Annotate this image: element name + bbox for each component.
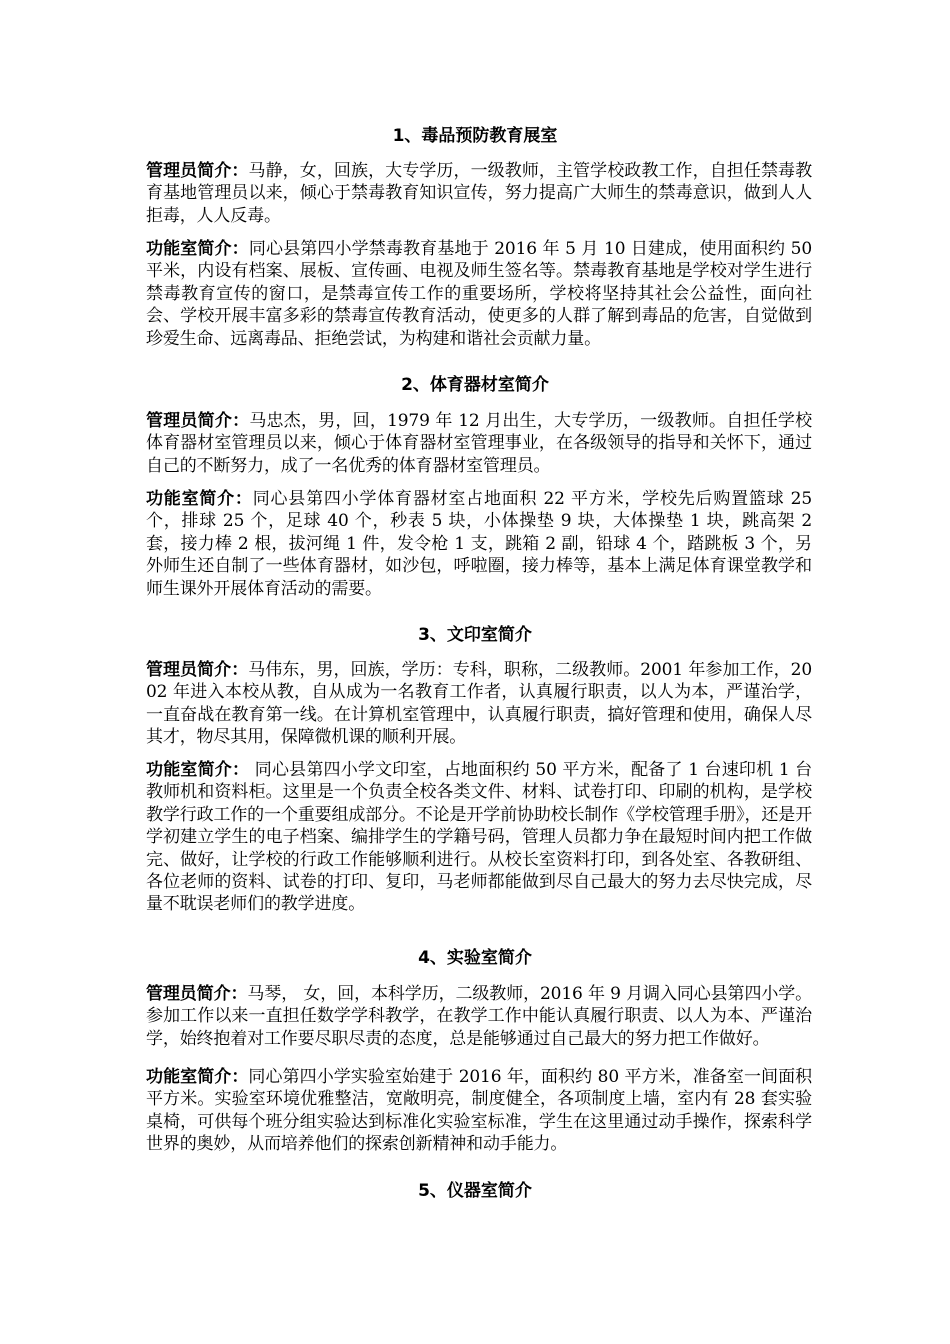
section-3-room-intro [146,759,812,916]
room-text: 同心县第四小学体育器材室占地面积 22 平方米，学校先后购置篮球 25 个，排球 25 个，足球 40 个，秒表 5 块，小体操垫 9 块，大体操垫 1 块，跳高架 2 套，接力棒 2 根，拔河绳 1 件，发令枪 1 支，跳箱 2 副，铅球 4 个，踏跳板 3 个，另外师生还自制了一些体育器材，如沙包，呼啦圈，接力棒等，基本上满足体育课堂教学和师生课外开展体育活动的需要。 [146,489,812,599]
section-3-title: 3、文印室简介 [418,625,532,645]
room-label: 功能室简介： [146,239,249,259]
manager-label: 管理员简介： [146,984,248,1004]
room-text: 同心县第四小学禁毒教育基地于 2016 年 5 月 10 日建成，使用面积约 50 平米，内设有档案、展板、宣传画、电视及师生签名等。禁毒教育基地是学校对学生进行禁毒教育宣传的窗口，是禁毒宣传工作的重要场所，学校将坚持其社会公益性，面向社会、学校开展丰富多彩的禁毒宣传教育活动，使更多的人群了解到毒品的危害，自觉做到珍爱生命、远离毒品、拒绝尝试，为构建和谐社会贡献力量。 [146,239,812,349]
room-label: 功能室简介： [146,489,253,509]
section-2-title: 2、体育器材室简介 [401,375,549,395]
section-2-manager-intro [146,410,812,477]
manager-text: 马忠杰，男，回，1979 年 12 月出生，大专学历，一级教师。自担任学校体育器材室管理员以来，倾心于体育器材室管理事业，在各级领导的指导和关怀下，通过自己的不断努力，成了一名优秀的体育器材室管理员。 [146,411,812,476]
section-4-title: 4、实验室简介 [418,948,532,968]
section-2-room-intro [146,488,812,600]
room-label: 功能室简介： [146,760,250,780]
section-4-room-intro [146,1066,846,1156]
manager-label: 管理员简介： [146,161,249,181]
manager-label: 管理员简介： [146,411,250,431]
section-4-manager-intro [146,983,812,1050]
room-label: 功能室简介： [146,1067,249,1087]
section-3-manager-intro [146,659,812,749]
section-1-title: 1、毒品预防教育展室 [392,126,558,146]
manager-text: 马静，女，回族，大专学历，一级教师，主管学校政教工作，自担任禁毒教育基地管理员以来，倾心于禁毒教育知识宣传，努力提高广大师生的禁毒意识，做到人人拒毒，人人反毒。 [146,161,812,226]
manager-text: 马伟东，男，回族，学历：专科，职称，二级教师。2001 年参加工作，2002 年进入本校从教，自从成为一名教育工作者，认真履行职责，以人为本，严谨治学，一直奋战在教育第一线。在计算机室管理中，认真履行职责，搞好管理和使用，确保人尽其才，物尽其用，保障微机课的顺利开展。 [146,660,812,748]
manager-text: 马琴， 女，回，本科学历，二级教师，2016 年 9 月调入同心县第四小学。参加工作以来一直担任数学学科教学，在教学工作中能认真履行职责、以人为本、严谨治学，始终抱着对工作要尽职尽责的态度，总是能够通过自己最大的努力把工作做好。 [146,984,812,1049]
room-text: 同心第四小学实验室始建于 2016 年，面积约 80 平方米，准备室一间面积 平方米。实验室环境优雅整洁，宽敞明亮，制度健全，各项制度上墙，室内有 28 套实验桌椅，可供每个班分组实验达到标准化实验室标准，学生在这里通过动手操作，探索科学世界的奥妙，从而培养他们的探索创新精神和动手能力。 [146,1067,846,1155]
section-5-title: 5、仪器室简介 [418,1181,532,1201]
room-text: 同心县第四小学文印室，占地面积约 50 平方米，配备了 1 台速印机 1 台教师机和资料柜。这里是一个负责全校各类文件、材料、试卷打印、印刷的机构，是学校教学行政工作的一个重要组成部分。不论是开学前协助校长制作《学校管理手册》，还是开学初建立学生的电子档案、编排学生的学籍号码，管理人员都力争在最短时间内把工作做完、做好，让学校的行政工作能够顺利进行。从校长室资料打印，到各处室、各教研组、各位老师的资料、试卷的打印、复印，马老师都能做到尽自己最大的努力去尽快完成，尽量不耽误老师们的教学进度。 [146,760,812,915]
manager-label: 管理员简介： [146,660,249,680]
section-1-room-intro [146,238,812,350]
section-1-manager-intro [146,160,812,227]
